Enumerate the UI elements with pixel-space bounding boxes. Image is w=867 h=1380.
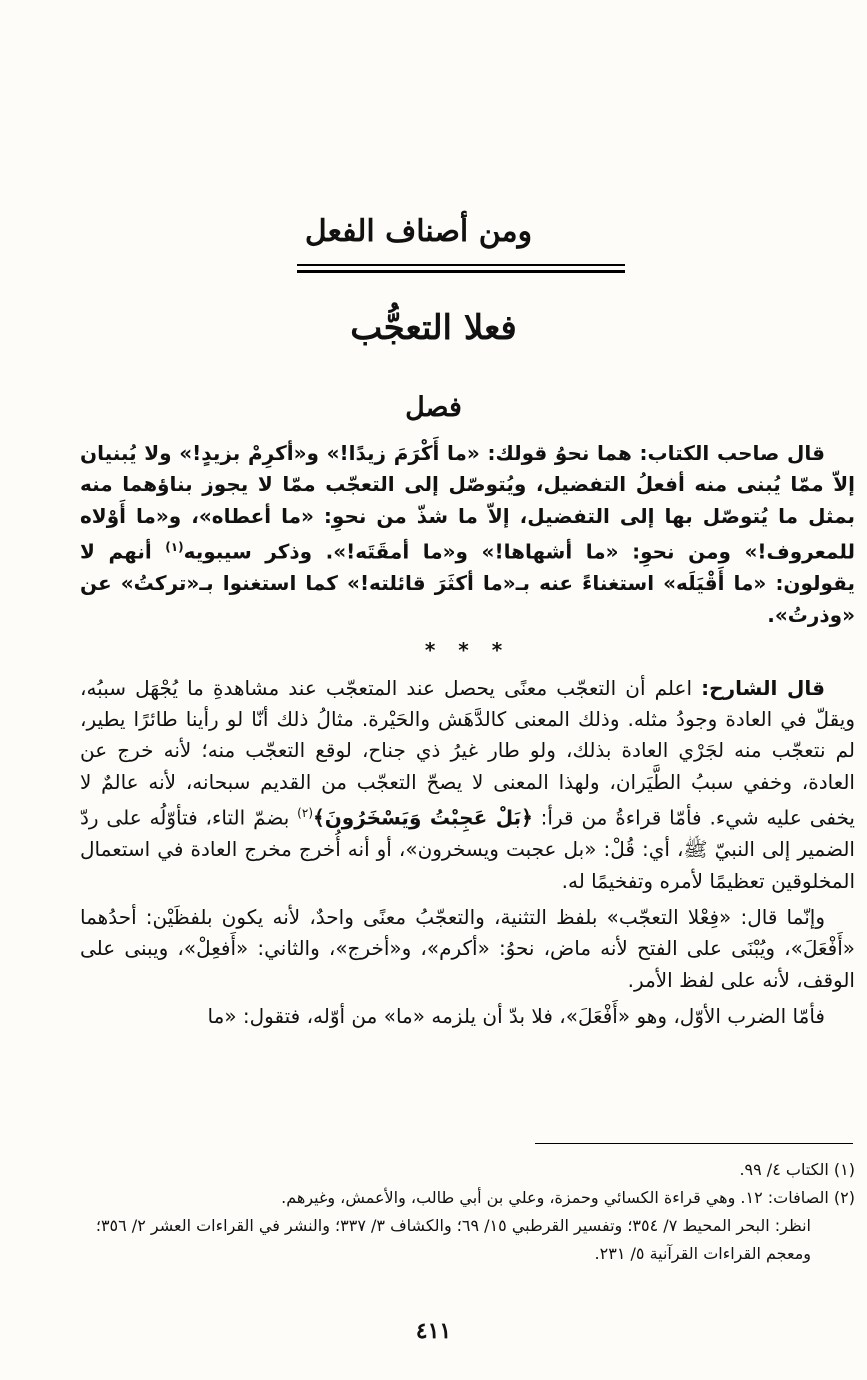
footnote-number: (٢) [833,1188,855,1207]
section-title: فعلا التعجُّب [350,308,517,348]
matn-text: قال صاحب الكتاب: هما نحوُ قولك: «ما أَكْرَمَ زيدًا!» و«أكرِمْ بزيدٍ!» ولا يُبنيان إلاّ ممّا يُبنى منه أفعلُ التفضيل، ويُتوصّل إلى التعجّب ممّا لا يجوز بناؤهما منه بمثل ما يُتوصّل بها إلى التفضيل، إلاّ ما شذّ من نحوِ: «ما أعطاه»، و«ما أَوْلاه للمعروف!» ومن نحوِ: «ما أشهاها!» و«ما أمقَتَه!». وذكر سيبويه [80,441,855,564]
footnote-1 [80,1156,855,1184]
footnote-ref-2: (٢) [297,806,313,821]
footnotes [80,1156,855,1268]
sharh-paragraph [80,673,855,898]
title-rule-bottom [297,270,625,273]
sharh-text-1: اعلم أن التعجّب معنًى يحصل عند المتعجّب عند مشاهدةِ ما يُجْهَل سببُه، ويقلّ في العادة وجودُ مثله. وذلك المعنى كالدَّهَش والحَيْرة. مثالُ ذلك أنّا لو رأينا طائرًا يطير، لم نتعجّب منه لجَرْي العادة بذلك، ولو طار غيرُ ذي جناح، لوقع التعجّب منه؛ لأنه خرج عن العادة، وخفي سببُ الطَّيَران، ولهذا المعنى لا يصحّ التعجّب من القديم سبحانه، لأنه عالمٌ لا يخفى عليه شيء. فأمّا قراءةُ من قرأ: [80,675,855,830]
footnote-ref-1: (١) [165,540,184,555]
sharh-lead: قال الشارح: [701,675,826,700]
footnote-number: (١) [833,1160,855,1179]
chapter-title: ومن أصناف الفعل [304,214,533,249]
page-number: ٤١١ [415,1318,452,1344]
subsection-title: فصل [405,392,462,423]
paragraph-3: فأمّا الضرب الأوّل، وهو «أَفْعَلَ»، فلا بدّ أن يلزمه «ما» من أوّله، فتقول: «ما [207,1004,825,1029]
paragraph-2: وإنّما قال: «فِعْلا التعجّب» بلفظ التثنية، والتعجّبُ معنًى واحدٌ، لأنه يكون بلفظَيْن: أحدُهما «أَفْعَلَ»، ويُبْنَى على الفتح لأنه ماض، نحوُ: «أكرم»، و«أخرج»، والثاني: «أَفعِلْ»، ويبنى على الوقف، لأنه على لفظ الأمر. [80,905,855,992]
footnote-separator [535,1143,853,1144]
sharh-text-2: بضمّ التاء، فتأوّلُه على ردّ الضمير إلى النبيّ ﷺ، أي: قُلْ: «بل عجبت ويسخرون»، أو أنه أُخرج مخرج العادة في استعمال المخلوقين تعظيمًا لأمره وتفخيمًا له. [80,805,855,893]
quran-quote: ﴿بَلْ عَجِبْتُ وَيَسْخَرُونَ﴾ [313,805,533,830]
footnote-2-continued: انظر: البحر المحيط ٧/ ٣٥٤؛ وتفسير القرطبي ١٥/ ٦٩؛ والكشاف ٣/ ٣٣٧؛ والنشر في القراءات العشر ٢/ ٣٥٦؛ ومعجم القراءات القرآنية ٥/ ٢٣١. [95,1216,811,1263]
section-separator: * * * [424,638,511,663]
footnote-text: الكتاب ٤/ ٩٩. [739,1160,829,1179]
matn-text-end: أنهم لا يقولون: «ما أَقْيَلَه» استغناءً عنه بـ«ما أكثَرَ قائلته!» كما استغنوا بـ«تركتُ» عن «وذرتُ». [80,539,855,627]
footnote-2 [80,1184,855,1212]
matn-paragraph [80,438,855,631]
footnote-text: الصافات: ١٢. وهي قراءة الكسائي وحمزة، وعلي بن أبي طالب، والأعمش، وغيرهم. [281,1188,829,1207]
title-rule-top [297,264,625,266]
main-text [80,438,855,1033]
